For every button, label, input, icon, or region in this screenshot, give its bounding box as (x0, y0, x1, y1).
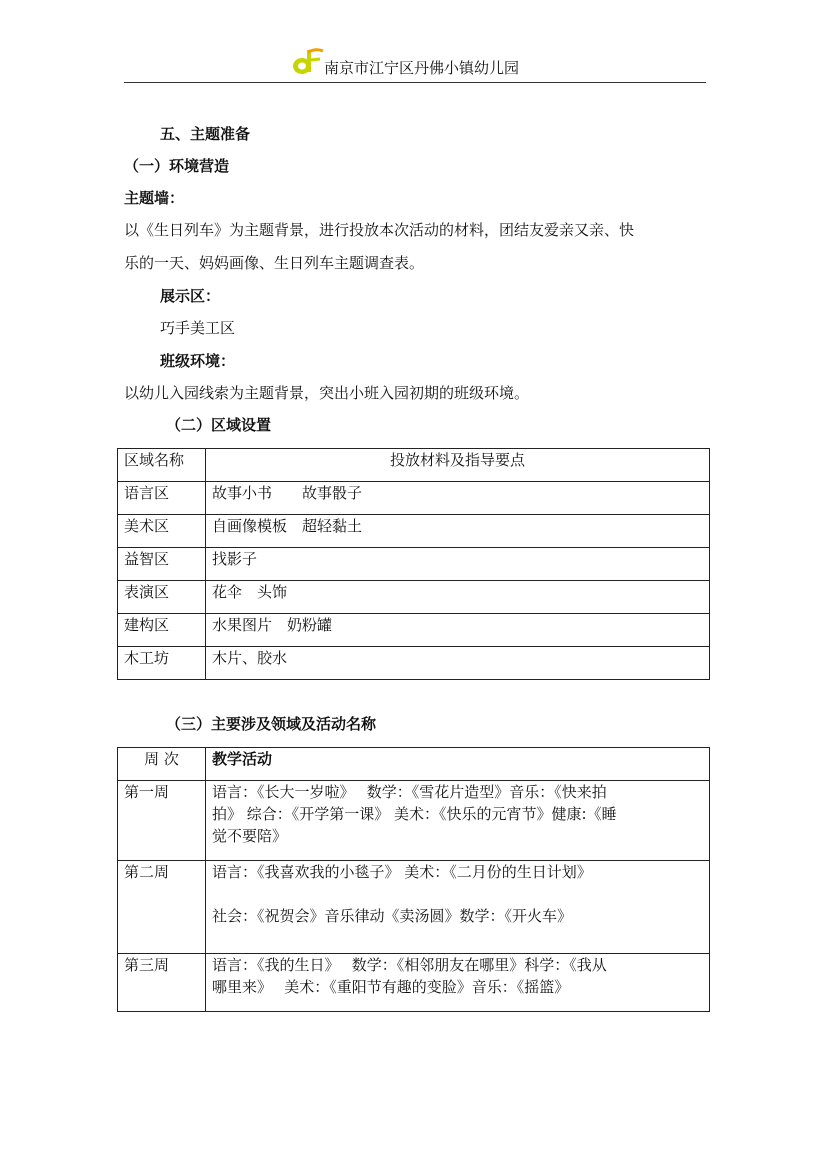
activity-line: 拍》 综合：《开学第一课》 美术：《快乐的元宵节》健康:《睡 (212, 805, 617, 823)
header-week: 周 次 (118, 748, 206, 781)
area-materials: 水果图片 奶粉罐 (206, 614, 710, 647)
area-name: 表演区 (118, 581, 206, 614)
table-header-row (118, 748, 710, 781)
areas-title: （二）区域设置 (166, 416, 272, 434)
activity-line (212, 883, 703, 905)
activity-line: 觉不要陪》 (212, 827, 288, 845)
class-label: 班级环境： (160, 352, 236, 370)
area-name: 建构区 (118, 614, 206, 647)
header-materials: 投放材料及指导要点 (206, 449, 710, 482)
week-label: 第二周 (118, 861, 206, 954)
table-row (118, 482, 710, 515)
week-activities (206, 954, 710, 1012)
table-row (118, 861, 710, 954)
area-materials: 找影子 (206, 548, 710, 581)
week-label: 第一周 (118, 781, 206, 861)
header-area-name: 区域名称 (118, 449, 206, 482)
area-name: 语言区 (118, 482, 206, 515)
display-text: 巧手美工区 (160, 319, 236, 337)
table-row (118, 548, 710, 581)
table-header-row (118, 449, 710, 482)
area-materials: 木片、胶水 (206, 647, 710, 680)
activity-line: 语言：《我的生日》 数学：《相邻朋友在哪里》科学：《我从 (212, 956, 607, 974)
domains-title: （三）主要涉及领域及活动名称 (166, 715, 377, 733)
area-name: 木工坊 (118, 647, 206, 680)
week-activities (206, 861, 710, 954)
wall-text-2: 乐的一天、妈妈画像、生日列车主题调查表。 (124, 254, 425, 272)
activity-line: 语言：《我喜欢我的小毯子》 美术：《二月份的生日计划》 (212, 863, 592, 881)
table-row (118, 647, 710, 680)
env-title: （一）环境营造 (124, 157, 230, 175)
area-name: 美术区 (118, 515, 206, 548)
area-materials: 花伞 头饰 (206, 581, 710, 614)
week-label: 第三周 (118, 954, 206, 1012)
section-title: 五、主题准备 (160, 125, 251, 143)
table-row (118, 581, 710, 614)
wall-text-1: 以《生日列车》为主题背景，进行投放本次活动的材料，团结友爱亲又亲、快 (124, 221, 635, 239)
area-materials: 自画像模板 超轻黏土 (206, 515, 710, 548)
school-name: 南京市江宁区丹佛小镇幼儿园 (324, 59, 520, 77)
activity-line: 语言：《长大一岁啦》 数学：《雪花片造型》音乐：《快来拍 (212, 783, 607, 801)
area-name: 益智区 (118, 548, 206, 581)
page-header (124, 44, 706, 83)
area-table (117, 448, 710, 680)
table-row (118, 515, 710, 548)
header-activities: 教学活动 (206, 748, 710, 781)
table-row (118, 614, 710, 647)
display-label: 展示区： (160, 287, 221, 305)
activity-line: 哪里来》 美术：《重阳节有趣的变脸》音乐：《摇篮》 (212, 978, 570, 996)
area-materials: 故事小书 故事骰子 (206, 482, 710, 515)
week-activities (206, 781, 710, 861)
wall-label: 主题墙： (124, 189, 185, 207)
table-row (118, 781, 710, 861)
class-text: 以幼儿入园线索为主题背景，突出小班入园初期的班级环境。 (124, 384, 530, 402)
week-table (117, 747, 710, 1012)
table-row (118, 954, 710, 1012)
activity-line: 社会：《祝贺会》音乐律动《卖汤圆》数学：《开火车》 (212, 907, 573, 925)
school-logo-icon (290, 46, 324, 78)
